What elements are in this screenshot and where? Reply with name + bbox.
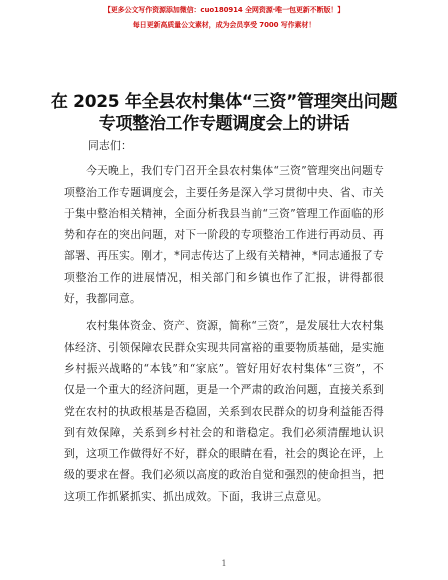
document-title-line-2: 专项整治工作专题调度会上的讲话 xyxy=(98,114,350,134)
body-paragraph-2: 农村集体资金、资产、资源，简称“三资”，是发展壮大农村集体经济、引领保障农民群众实现共同富裕的重要物质基础，是实施乡村振兴战略的“本钱”和“家底”。管好用好农村集体“三资”，不仅是一个重大的经济问题，更是一个严肃的政治问题，直接关系到党在农村的执政根基是否稳固，关系到农民群众的切身利益能否得到有效保障，关系到乡村社会的和谐稳定。我们必须清醒地认识到，这项工作做得好不好，群众的眼睛在看，社会的舆论在评，上级的要求在督。我们必须以高度的政治自觉和强烈的使命担当，把这项工作抓紧抓实、抓出成效。下面，我讲三点意见。 xyxy=(64,319,384,503)
salutation: 同志们： xyxy=(88,139,132,152)
body-paragraph-1: 今天晚上，我们专门召开全县农村集体“三资”管理突出问题专项整治工作专题调度会，主要任务是深入学习贯彻中央、省、市关于集中整治相关精神，全面分析我县当前“三资”管理工作面临的形势和存在的突出问题，对下一阶段的专项整治工作进行再动员、再部署、再压实。刚才，*同志传达了上级有关精神，*同志通报了专项整治工作的进展情况，相关部门和乡镇也作了汇报，讲得都很好，我都同意。 xyxy=(64,164,384,306)
document-title-line-1: 在 2025 年全县农村集体“三资”管理突出问题 xyxy=(50,92,398,112)
document-body xyxy=(64,135,384,507)
promo-banner-line-2: 每日更新高质量公文素材，成为会员享受 7000 写作素材！ xyxy=(132,21,316,29)
promo-banner-line-1: 【更多公文写作资源添加微信：cuo180914 全网资源·唯一包更新不断版！】 xyxy=(103,6,345,14)
page-number: 1 xyxy=(221,559,227,568)
